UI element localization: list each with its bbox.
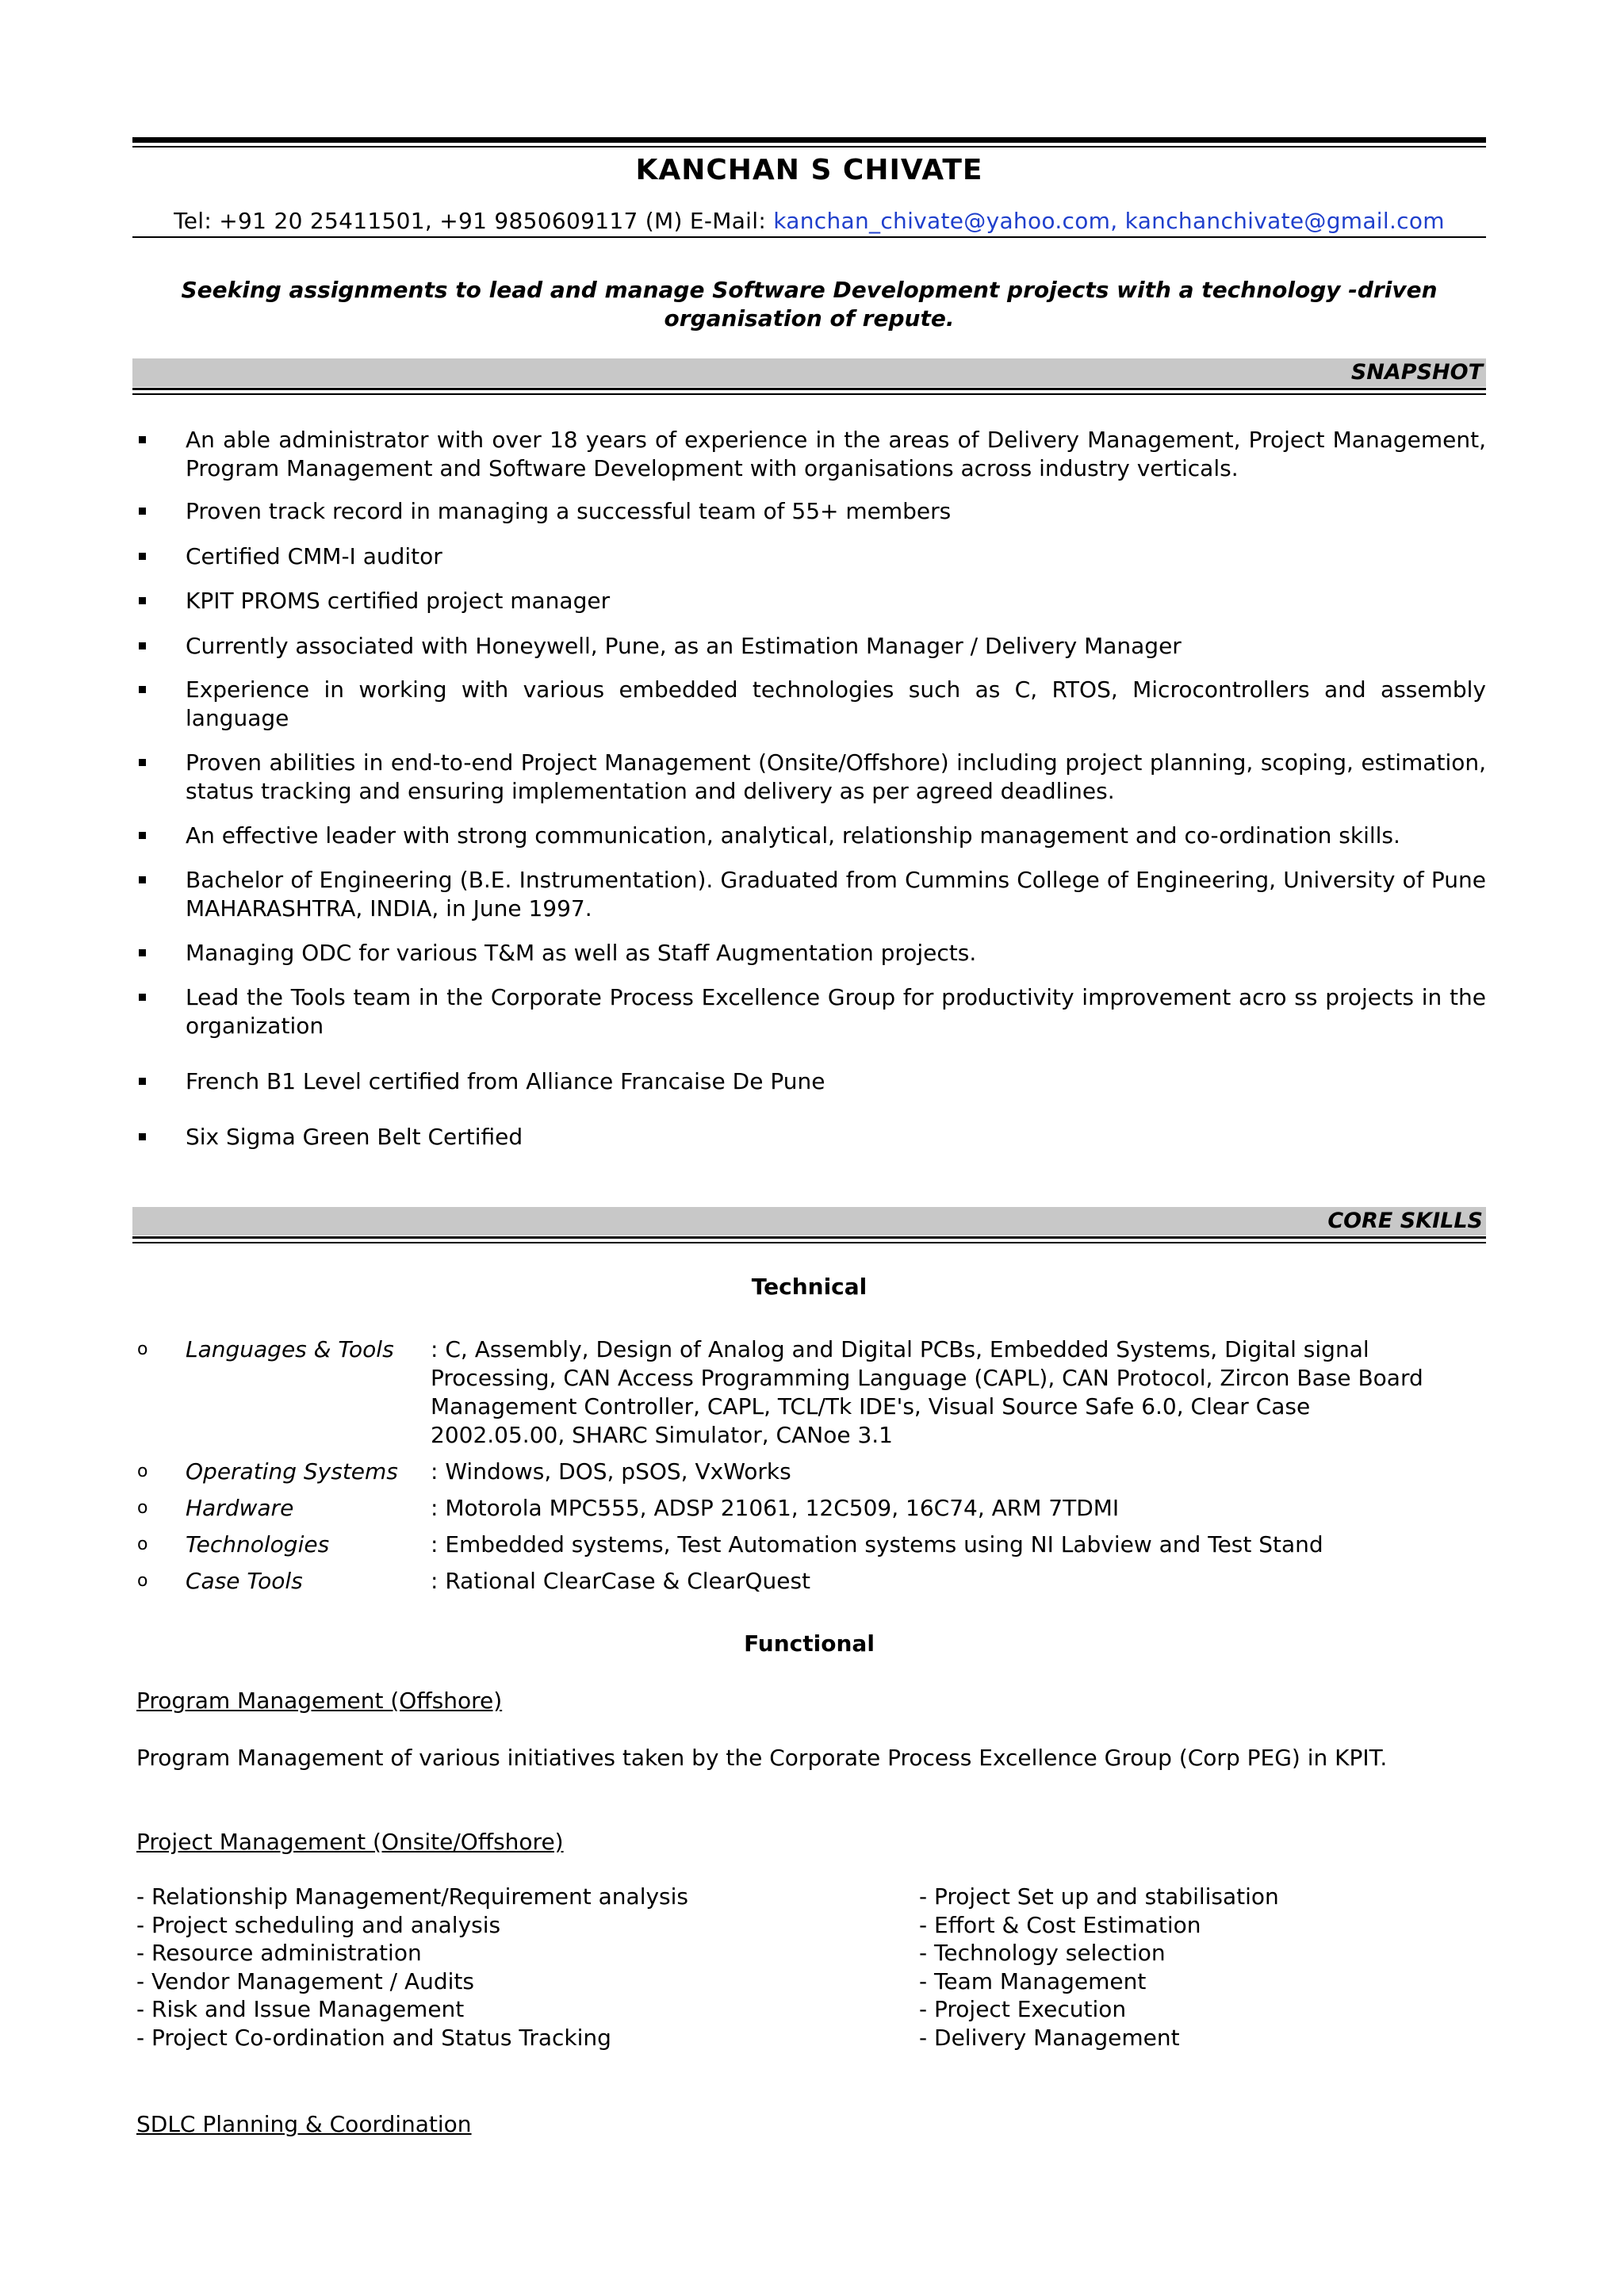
email-separator: , (1110, 208, 1125, 234)
square-bullet-icon (139, 994, 146, 1001)
list-item: An effective leader with strong communication, analytical, relationship management and co-ordination skills. (132, 822, 1486, 850)
list-item: - Relationship Management/Requirement analysis (136, 1883, 689, 1910)
skill-label: Operating Systems (186, 1458, 398, 1485)
list-item: Certified CMM-I auditor (132, 542, 1486, 571)
snapshot-title: SNAPSHOT (1350, 360, 1483, 385)
sdlc-heading: SDLC Planning & Coordination (136, 2111, 472, 2137)
square-bullet-icon (139, 1133, 146, 1140)
skill-label: Languages & Tools (186, 1336, 394, 1362)
list-item: KPIT PROMS certified project manager (132, 587, 1486, 615)
square-bullet-icon (139, 949, 146, 956)
header-top-rule (132, 137, 1486, 143)
square-bullet-icon (139, 642, 146, 649)
list-item: Currently associated with Honeywell, Pune, as an Estimation Manager / Delivery Manager (132, 632, 1486, 661)
list-item: Managing ODC for various T&M as well as Staff Augmentation projects. (132, 939, 1486, 967)
snapshot-section-header (132, 358, 1486, 387)
circle-bullet-icon: o (137, 1571, 148, 1591)
square-bullet-icon (139, 832, 146, 839)
list-item: An able administrator with over 18 years of experience in the areas of Delivery Management, Project Management, Program Management and Software Development with organisations across industry verticals. (132, 426, 1486, 483)
list-item: - Project Execution (919, 1996, 1127, 2022)
skill-value: : Embedded systems, Test Automation systems using NI Labview and Test Stand (431, 1531, 1323, 1557)
snapshot-rule (132, 388, 1486, 390)
skill-label: Case Tools (186, 1568, 303, 1594)
list-item: Proven abilities in end-to-end Project Management (Onsite/Offshore) including project planning, scoping, estimation, status tracking and ensuring implementation and delivery as per agreed deadlines. (132, 749, 1486, 806)
square-bullet-icon (139, 876, 146, 883)
contact-line (132, 208, 1486, 234)
skill-label: Hardware (186, 1495, 294, 1521)
skill-value: : C, Assembly, Design of Analog and Digital PCBs, Embedded Systems, Digital signal Processing, CAN Access Programming Language (CAPL), CAN Protocol, Zircon Base Board Management Controller, CAPL, TCL/Tk IDE's, Visual Source Safe 6.0, Clear Case 2002.05.00, SHARC Simulator, CANoe 3.1 (431, 1336, 1423, 1448)
functional-heading: Functional (744, 1630, 875, 1657)
career-objective (132, 276, 1486, 333)
core-skills-rule (132, 1236, 1486, 1239)
list-item: - Effort & Cost Estimation (919, 1911, 1201, 1938)
list-item: - Vendor Management / Audits (136, 1967, 474, 1994)
list-item: Experience in working with various embedded technologies such as C, RTOS, Microcontrollers and assembly language (132, 676, 1486, 733)
project-management-list-left (136, 1883, 688, 2052)
square-bullet-icon (139, 508, 146, 515)
list-item: Proven track record in managing a successful team of 55+ members (132, 497, 1486, 526)
square-bullet-icon (139, 597, 146, 604)
list-item: - Delivery Management (919, 2024, 1180, 2051)
core-skills-title: CORE SKILLS (1327, 1209, 1483, 1233)
core-skills-section-header (132, 1207, 1486, 1236)
core-skills-rule-thin (132, 1242, 1486, 1243)
square-bullet-icon (139, 436, 146, 443)
skill-value: : Motorola MPC555, ADSP 21061, 12C509, 16C74, ARM 7TDMI (431, 1495, 1120, 1521)
circle-bullet-icon: o (137, 1498, 148, 1518)
skill-value: : Windows, DOS, pSOS, VxWorks (431, 1458, 791, 1485)
program-management-heading: Program Management (Offshore) (136, 1688, 503, 1714)
program-management-text: Program Management of various initiatives taken by the Corporate Process Excellence Group (Corp PEG) in KPIT. (136, 1745, 1388, 1771)
list-item: - Risk and Issue Management (136, 1996, 465, 2022)
list-item: - Resource administration (136, 1940, 422, 1966)
list-item: Lead the Tools team in the Corporate Process Excellence Group for productivity improvement acro ss projects in the organization (132, 983, 1486, 1040)
objective-line-1: Seeking assignments to lead and manage Software Development projects with a technology -driven (181, 277, 1438, 303)
skill-label: Technologies (186, 1531, 330, 1557)
technical-heading: Technical (751, 1274, 868, 1300)
candidate-name: KANCHAN S CHIVATE (635, 154, 983, 186)
square-bullet-icon (139, 1078, 146, 1085)
project-management-list-right (919, 1883, 1279, 2052)
list-item: - Team Management (919, 1967, 1147, 1994)
circle-bullet-icon: o (137, 1339, 148, 1359)
project-management-heading: Project Management (Onsite/Offshore) (136, 1829, 564, 1855)
email-link-yahoo[interactable]: kanchan_chivate@yahoo.com (773, 208, 1111, 234)
list-item: - Project Co-ordination and Status Tracking (136, 2024, 611, 2051)
skill-value: : Rational ClearCase & ClearQuest (431, 1568, 811, 1594)
square-bullet-icon (139, 759, 146, 766)
header-top-rule-thin (132, 146, 1486, 148)
objective-line-2: organisation of repute. (664, 305, 955, 331)
contact-underline (132, 236, 1486, 238)
list-item: French B1 Level certified from Alliance Francaise De Pune (132, 1067, 1486, 1096)
list-item: - Project Set up and stabilisation (919, 1883, 1279, 1910)
email-link-gmail[interactable]: kanchanchivate@gmail.com (1124, 208, 1445, 234)
square-bullet-icon (139, 686, 146, 693)
snapshot-rule-thin (132, 393, 1486, 395)
list-item: - Technology selection (919, 1940, 1166, 1966)
list-item: Six Sigma Green Belt Certified (132, 1123, 1486, 1151)
square-bullet-icon (139, 553, 146, 560)
circle-bullet-icon: o (137, 1534, 148, 1554)
list-item: Bachelor of Engineering (B.E. Instrumentation). Graduated from Cummins College of Engineering, University of Pune MAHARASHTRA, INDIA, in June 1997. (132, 866, 1486, 923)
contact-phones: Tel: +91 20 25411501, +91 9850609117 (M) E-Mail: (174, 208, 774, 234)
list-item: - Project scheduling and analysis (136, 1911, 501, 1938)
circle-bullet-icon: o (137, 1462, 148, 1481)
